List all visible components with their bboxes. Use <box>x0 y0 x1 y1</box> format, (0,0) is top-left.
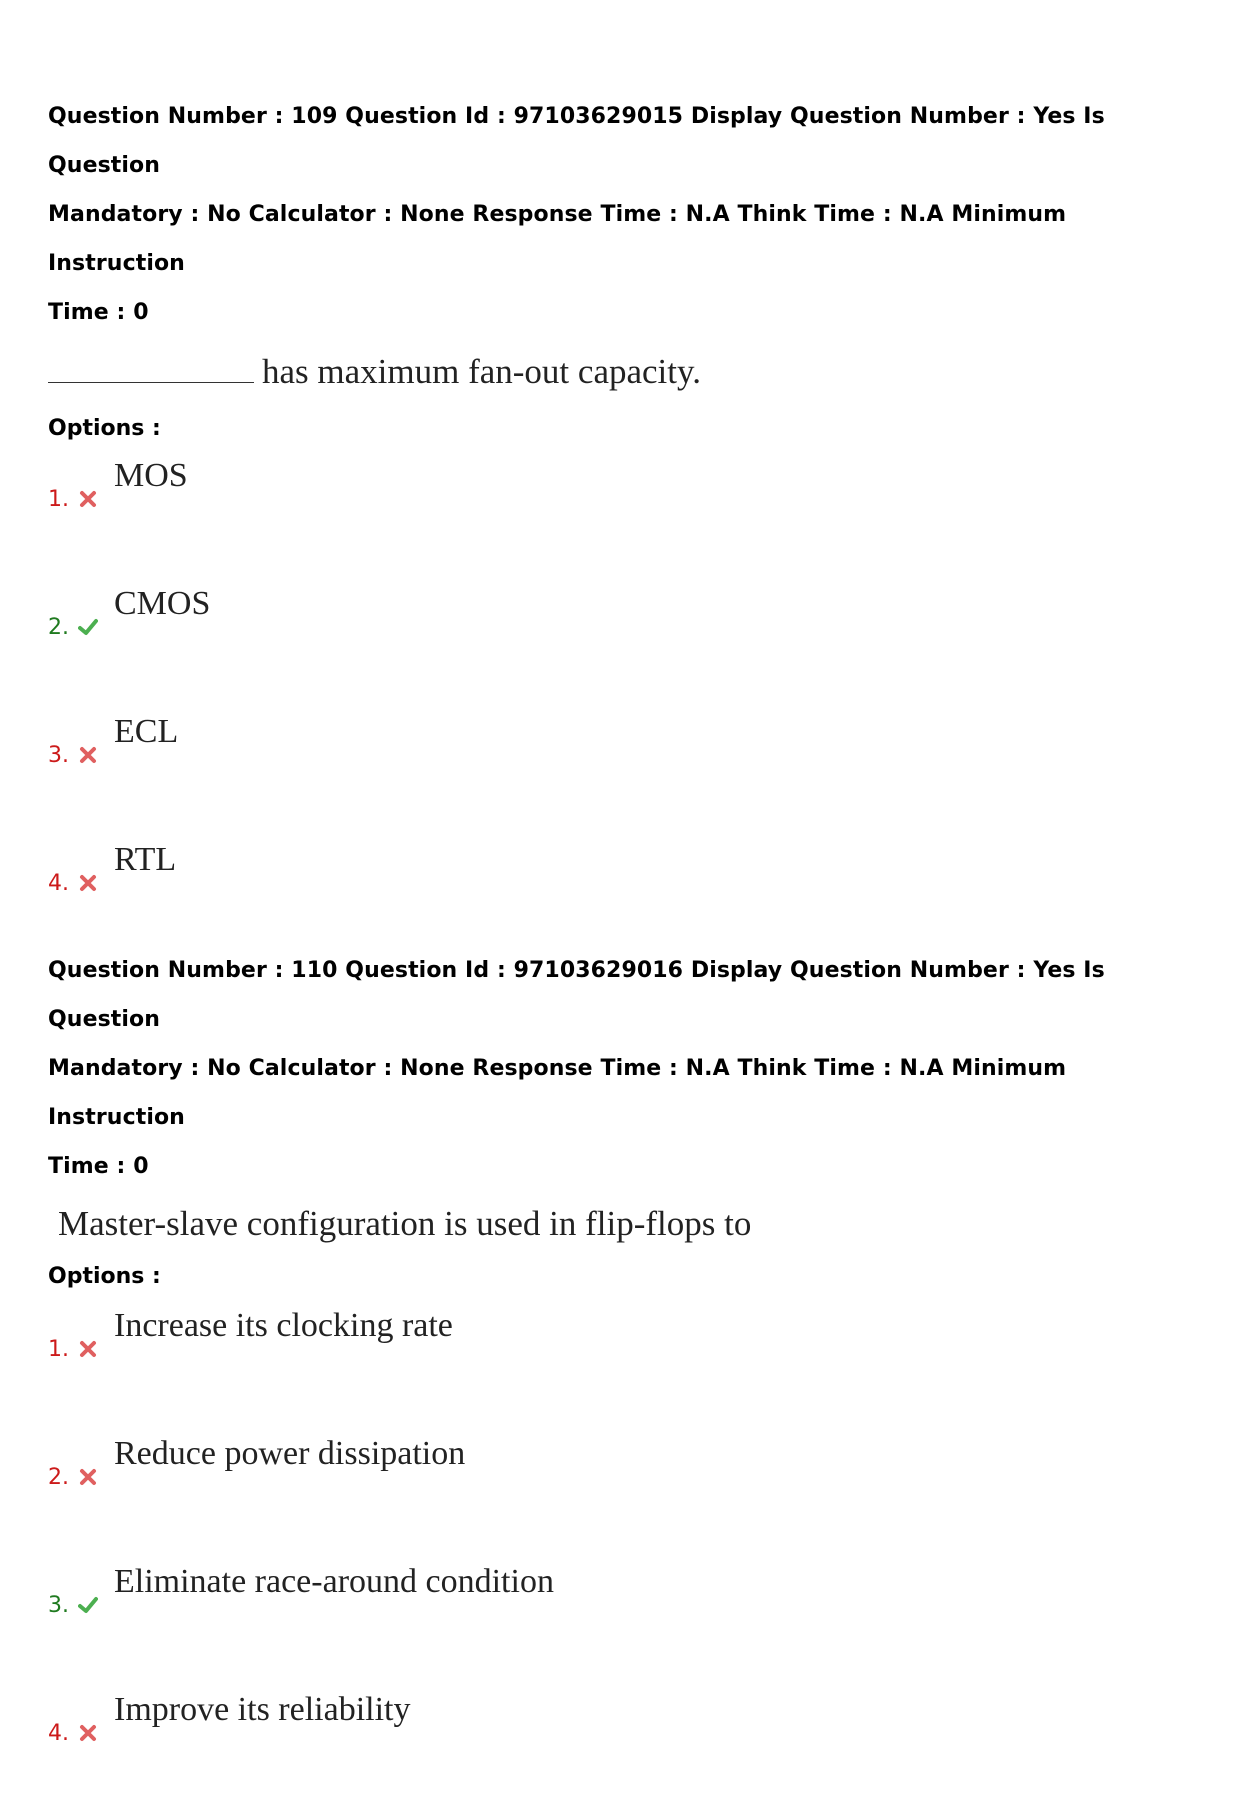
question-109 <box>48 92 1208 969</box>
options-list <box>48 1307 1208 1819</box>
question-meta: Question Number : 110 Question Id : 97103629016 Display Question Number : Yes Is Question Mandatory : No Calculator : None Response Time : N.A Think Time : N.A Minimum Instruction Time : 0 <box>48 958 1105 1179</box>
option-2 <box>48 1435 1208 1563</box>
option-3 <box>48 1563 1208 1691</box>
option-text: RTL <box>114 841 177 878</box>
question-stem-text: Master-slave configuration is used in flip-flops to <box>58 1204 752 1243</box>
option-text: MOS <box>114 457 188 494</box>
question-110 <box>48 946 1208 1819</box>
option-text: Improve its reliability <box>114 1691 411 1728</box>
option-number: 3. <box>48 1593 69 1618</box>
cross-mark-icon <box>78 1339 98 1359</box>
option-number: 2. <box>48 615 69 640</box>
cross-mark-icon <box>78 1723 98 1743</box>
question-meta: Question Number : 109 Question Id : 97103629015 Display Question Number : Yes Is Question Mandatory : No Calculator : None Response Time : N.A Think Time : N.A Minimum Instruction Time : 0 <box>48 104 1105 325</box>
option-1 <box>48 1307 1208 1435</box>
option-number: 4. <box>48 1721 69 1746</box>
option-text: Eliminate race-around condition <box>114 1563 554 1600</box>
cross-mark-icon <box>78 873 98 893</box>
option-3 <box>48 713 1208 841</box>
option-1 <box>48 457 1208 585</box>
question-stem <box>48 341 1208 403</box>
check-mark-icon <box>78 1595 98 1615</box>
option-number: 1. <box>48 1337 69 1362</box>
options-list <box>48 457 1208 969</box>
option-number: 3. <box>48 743 69 768</box>
cross-mark-icon <box>78 1467 98 1487</box>
option-4 <box>48 1691 1208 1819</box>
options-label: Options : <box>48 416 161 441</box>
option-text: Reduce power dissipation <box>114 1435 466 1472</box>
cross-mark-icon <box>78 745 98 765</box>
cross-mark-icon <box>78 489 98 509</box>
option-number: 4. <box>48 871 69 896</box>
fill-in-blank <box>48 344 254 383</box>
option-text: ECL <box>114 713 179 750</box>
option-text: CMOS <box>114 585 211 622</box>
option-2 <box>48 585 1208 713</box>
option-text: Increase its clocking rate <box>114 1307 453 1344</box>
option-number: 2. <box>48 1465 69 1490</box>
check-mark-icon <box>78 617 98 637</box>
options-label: Options : <box>48 1264 161 1289</box>
question-stem <box>48 1193 1208 1255</box>
option-number: 1. <box>48 487 69 512</box>
question-stem-text: has maximum fan-out capacity. <box>262 352 701 391</box>
